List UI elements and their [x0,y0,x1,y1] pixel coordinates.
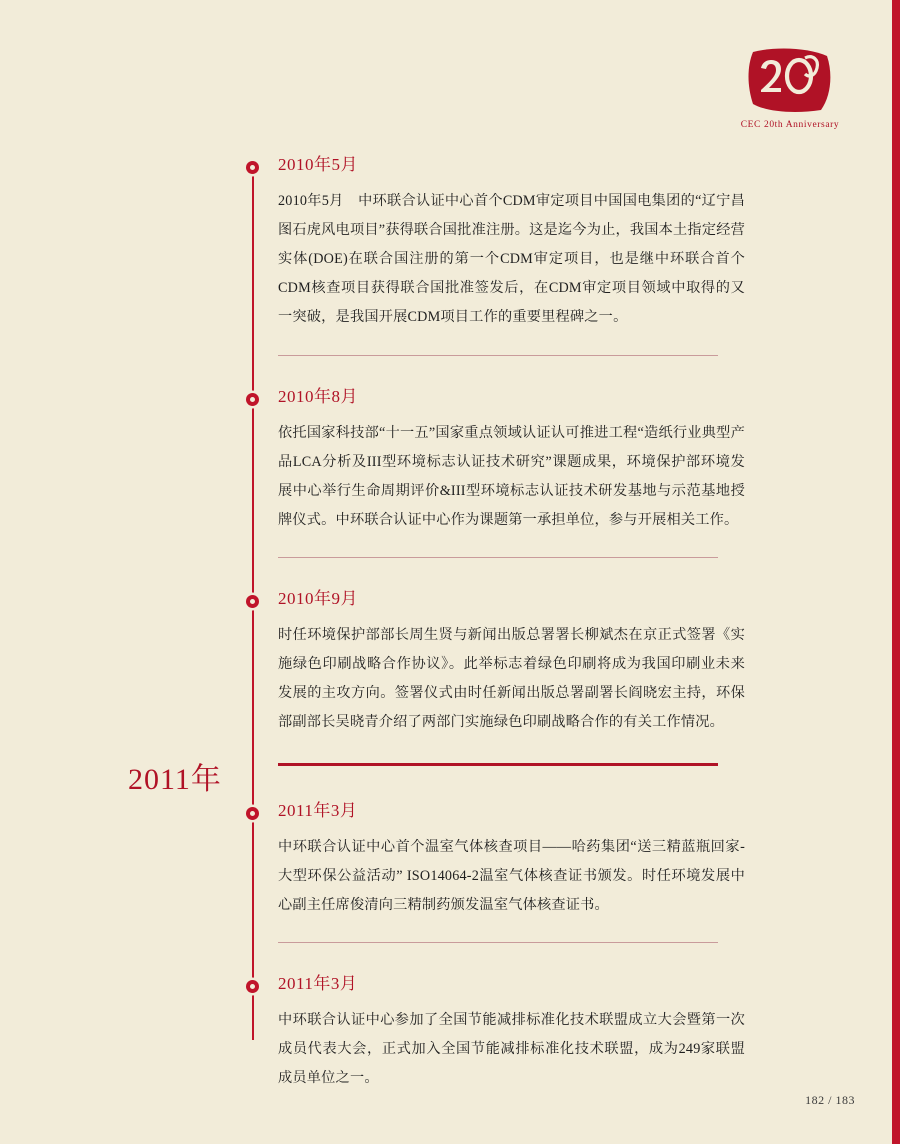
entry-date: 2010年9月 [278,588,358,608]
entry-date: 2010年8月 [278,386,358,406]
entry-body: 时任环境保护部部长周生贤与新闻出版总署署长柳斌杰在京正式签署《实施绿色印刷战略合作协议》。此举标志着绿色印刷将成为我国印刷业未来发展的主攻方向。签署仪式由时任新闻出版总署副署长阎晓宏主持，环保部副部长吴晓青介绍了两部门实施绿色印刷战略合作的有关工作情况。 [278,626,745,731]
timeline-bullet-icon [246,595,259,608]
timeline-bullet-icon [246,161,259,174]
entry-body: 依托国家科技部“十一五”国家重点领域认证认可推进工程“造纸行业典型产品LCA分析及III型环境标志认证技术研究”课题成果，环境保护部环境发展中心举行生命周期评价&III型环境标志认证技术研发基地与示范基地授牌仪式。中环联合认证中心作为课题第一承担单位，参与开展相关工作。 [278,424,745,528]
page-edge-bar [892,0,900,1144]
timeline-entry [245,796,745,943]
entry-divider [278,557,718,558]
timeline-bullet-icon [246,807,259,820]
logo-caption: CEC 20th Anniversary [740,120,840,130]
entry-body: 中环联合认证中心参加了全国节能减排标准化技术联盟成立大会暨第一次成员代表大会，正式加入全国节能减排标准化技术联盟，成为249家联盟成员单位之一。 [278,1012,745,1087]
timeline-entry [245,969,745,1093]
timeline-year-marker: 2011年 [128,763,222,796]
entry-date: 2010年5月 [278,155,358,174]
entry-date: 2011年3月 [278,800,358,820]
timeline-entry [245,382,745,558]
page-number: 182 / 183 [805,1093,855,1107]
timeline-bullet-icon [246,980,259,993]
timeline-entry [245,584,745,766]
timeline-entry-list [245,150,745,1102]
anniversary-logo [725,48,855,130]
entry-body: 2010年5月 中环联合认证中心首个CDM审定项目中国国电集团的“辽宁昌图石虎风电项目”获得联合国批准注册。这是迄今为止，我国本土指定经营实体(DOE)在联合国注册的第一个CDM审定项目，也是继中环联合首个CDM核查项目获得联合国批准签发后，在CDM审定项目领域中取得的又一突破，是我国开展CDM项目工作的重要里程碑之一。 [278,193,745,326]
timeline-bullet-icon [246,393,259,406]
entry-divider [278,355,718,356]
entry-date: 2011年3月 [278,974,358,994]
logo-mark-icon [747,48,833,114]
entry-divider [278,942,718,943]
timeline-entry [245,150,745,356]
entry-body: 中环联合认证中心首个温室气体核查项目——哈药集团“送三精蓝瓶回家-大型环保公益活动” ISO14064-2温室气体核查证书颁发。时任环境发展中心副主任席俊清向三精制药颁发温室气体核查证书。 [278,838,745,914]
entry-divider-section [278,763,718,766]
